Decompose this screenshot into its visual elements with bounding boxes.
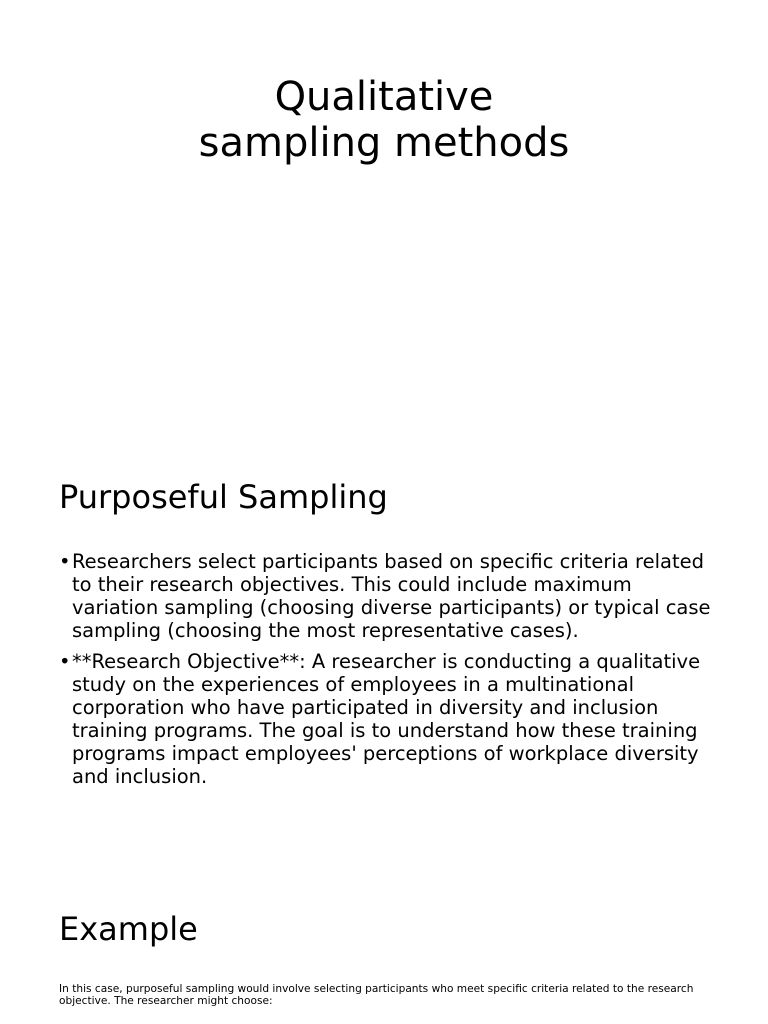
bullet-dot-icon: • (59, 550, 71, 573)
slide-title-line-1: Qualitative (274, 74, 494, 120)
bullet-item (59, 550, 719, 642)
purposeful-sampling-heading: Purposeful Sampling (59, 478, 388, 516)
slide-title-line-2: sampling methods (198, 120, 570, 166)
bullet-item (59, 650, 719, 788)
example-body-text: In this case, purposeful sampling would involve selecting participants who meet specific criteria related to the research objective. The researcher might choose: (59, 983, 694, 1007)
purposeful-sampling-bullet-list (59, 550, 719, 796)
example-heading: Example (59, 910, 198, 948)
bullet-text: **Research Objective**: A researcher is conducting a qualitative study on the experiences of employees in a multinational corporation who have participated in diversity and inclusion training programs. The goal is to understand how these training programs impact employees' perceptions of workplace diversity and inclusion. (72, 650, 701, 788)
bullet-dot-icon: • (59, 650, 71, 673)
bullet-text: Researchers select participants based on specific criteria related to their research objectives. This could include maximum variation sampling (choosing diverse participants) or typical case sampling (choosing the most representative cases). (72, 550, 711, 642)
slide-title (0, 74, 768, 166)
